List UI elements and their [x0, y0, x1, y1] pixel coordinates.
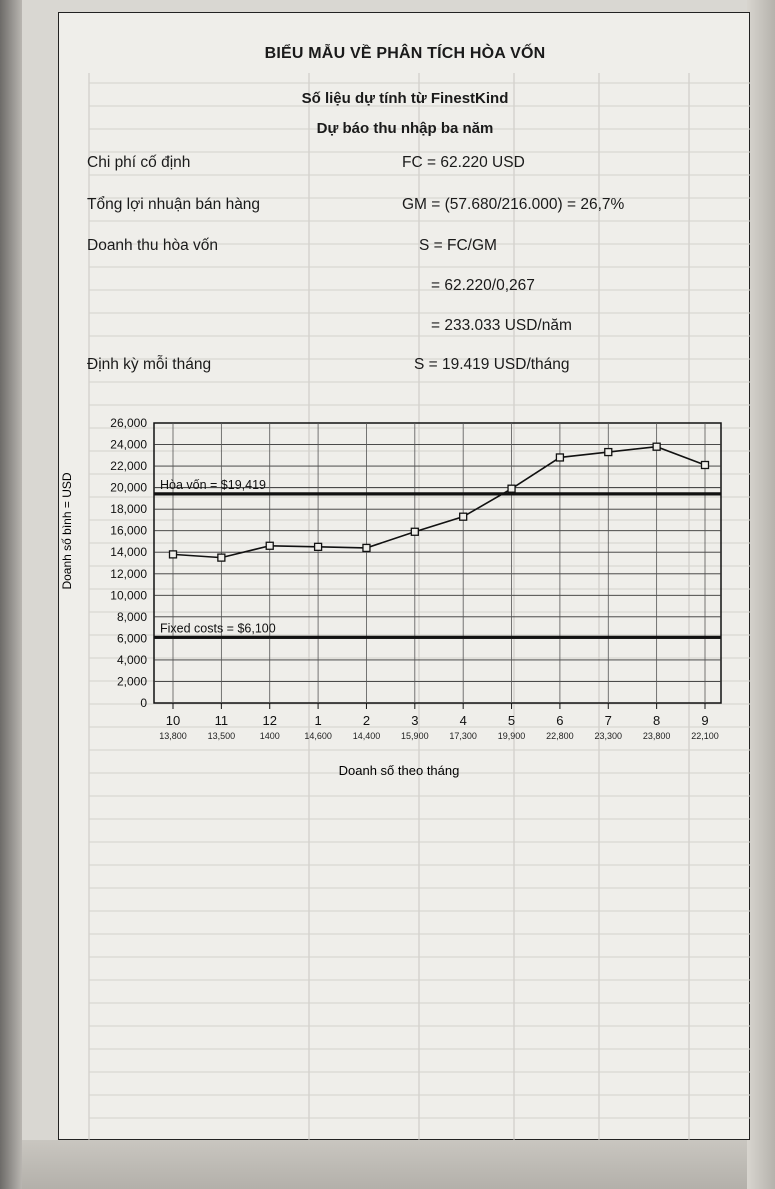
x-tick-sales-label: 23,300: [594, 731, 623, 741]
y-tick-label: 20,000: [110, 480, 147, 495]
y-tick-label: 4,000: [116, 652, 147, 667]
sales-point-marker: [170, 551, 177, 558]
sales-point-marker: [508, 485, 515, 492]
x-tick-month-label: 12: [262, 713, 277, 728]
breakeven-line-label: Hòa vốn = $19,419: [160, 477, 266, 492]
y-tick-label: 12,000: [110, 566, 147, 581]
x-tick-sales-label: 15,900: [401, 731, 429, 741]
y-tick-label: 16,000: [110, 523, 147, 538]
x-tick-month-label: 2: [362, 713, 371, 728]
gross-margin-label: Tổng lợi nhuận bán hàng: [87, 196, 261, 213]
breakeven-label: Doanh thu hòa vốn: [87, 237, 218, 254]
x-tick-sales-label: 22,100: [691, 731, 719, 741]
y-tick-label: 0: [140, 696, 147, 710]
fixed-cost-label: Chi phí cố định: [87, 154, 191, 171]
x-tick-month-label: 3: [411, 713, 419, 728]
sales-point-marker: [460, 513, 467, 520]
fixed-costs-line-label: Fixed costs = $6,100: [160, 621, 276, 636]
x-tick-month-label: 8: [653, 713, 661, 728]
page-bottom-edge: [22, 1140, 747, 1189]
page-gutter-right: [747, 0, 775, 1189]
sales-point-marker: [266, 542, 273, 549]
subtitle-forecast: Dự báo thu nhập ba năm: [316, 120, 494, 137]
x-tick-month-label: 6: [556, 713, 564, 728]
plot-area-border: [154, 423, 721, 703]
breakeven-chart: [59, 13, 751, 793]
chart-x-ticks: [159, 703, 719, 741]
chart-x-axis-label: Doanh số theo tháng: [338, 763, 460, 778]
x-tick-month-label: 9: [701, 713, 709, 728]
sales-point-marker: [363, 544, 370, 551]
chart-y-ticks: [110, 416, 147, 710]
x-tick-sales-label: 14,400: [352, 731, 381, 741]
sales-point-marker: [218, 554, 225, 561]
sales-point-marker: [315, 543, 322, 550]
x-tick-sales-label: 17,300: [449, 731, 477, 741]
breakeven-annual: = 233.033 USD/năm: [431, 317, 572, 334]
x-tick-sales-label: 19,900: [497, 731, 526, 741]
x-tick-sales-label: 13,500: [207, 731, 236, 741]
breakeven-formula: S = FC/GM: [419, 237, 497, 254]
x-tick-month-label: 4: [459, 713, 467, 728]
y-tick-label: 24,000: [110, 437, 147, 452]
y-tick-label: 6,000: [116, 631, 147, 646]
sales-point-marker: [556, 454, 563, 461]
x-tick-sales-label: 13,800: [159, 731, 187, 741]
sales-point-marker: [411, 528, 418, 535]
page-title: BIỂU MẪU VỀ PHÂN TÍCH HÒA VỐN: [264, 45, 546, 62]
y-tick-label: 8,000: [116, 609, 147, 624]
sales-point-marker: [605, 449, 612, 456]
chart-frame: [154, 423, 721, 703]
x-tick-sales-label: 22,800: [546, 731, 574, 741]
y-tick-label: 10,000: [110, 588, 147, 603]
x-tick-month-label: 5: [507, 713, 516, 728]
monthly-value: S = 19.419 USD/tháng: [414, 356, 570, 373]
gross-margin-value: GM = (57.680/216.000) = 26,7%: [402, 196, 625, 213]
breakeven-substitution: = 62.220/0,267: [431, 277, 535, 294]
x-tick-month-label: 10: [165, 713, 181, 728]
x-tick-sales-label: 23,800: [642, 731, 671, 741]
subtitle-source: Số liệu dự tính từ FinestKind: [301, 90, 509, 107]
x-tick-month-label: 7: [604, 713, 612, 728]
fixed-cost-value: FC = 62.220 USD: [402, 154, 525, 171]
y-tick-label: 2,000: [116, 674, 147, 689]
x-tick-sales-label: 1400: [259, 731, 280, 741]
y-tick-label: 18,000: [110, 502, 147, 517]
monthly-label: Định kỳ mỗi tháng: [87, 356, 212, 373]
chart-series: [170, 443, 709, 561]
y-tick-label: 26,000: [110, 416, 147, 430]
page-gutter-left: [0, 0, 22, 1189]
sales-point-marker: [702, 462, 709, 469]
document-page: [58, 12, 750, 1140]
sales-series-line: [173, 447, 705, 558]
chart-y-axis-label: Doanh số bình = USD: [60, 472, 74, 590]
chart-reference-lines: [154, 478, 721, 637]
x-tick-sales-label: 14,600: [304, 731, 332, 741]
sales-point-marker: [653, 443, 660, 450]
chart-grid: [154, 423, 721, 703]
x-tick-month-label: 1: [314, 713, 322, 728]
y-tick-label: 14,000: [110, 545, 147, 560]
x-tick-month-label: 11: [214, 713, 229, 728]
y-tick-label: 22,000: [110, 459, 147, 474]
